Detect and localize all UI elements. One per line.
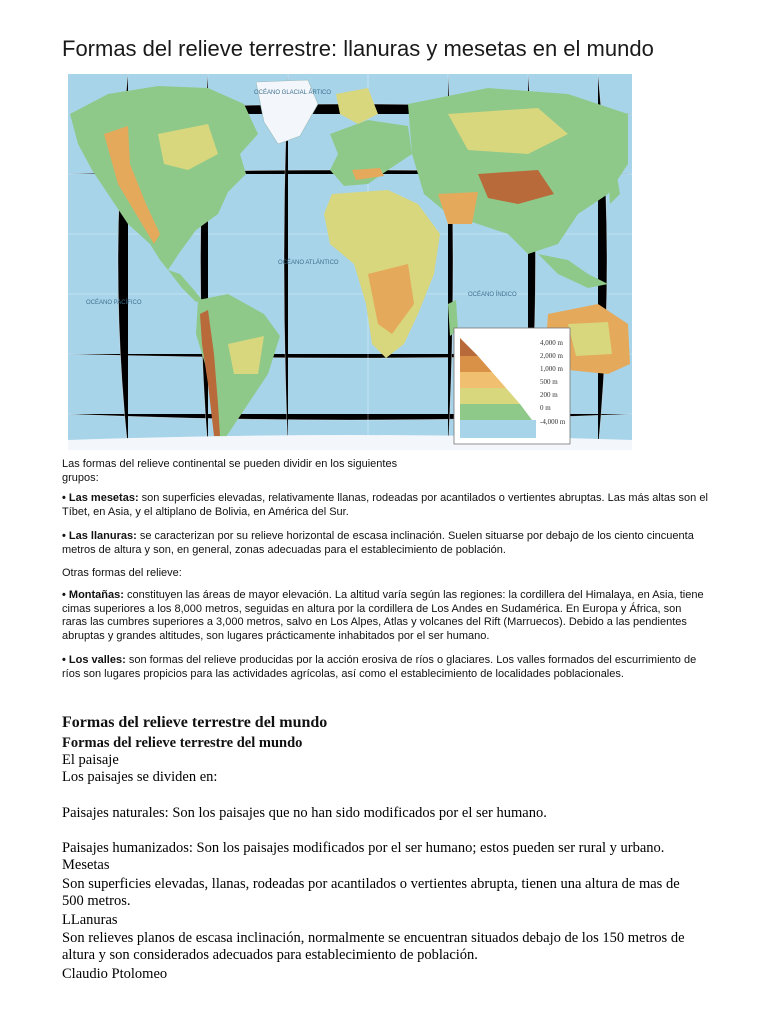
montanas-paragraph [62,589,708,643]
paisaje-line: El paisaje [62,752,119,768]
valles-text: son formas del relieve producidas por la acción erosiva de ríos o glaciares. Los valles formados del escurrimiento de ríos son lugares propicios para las actividades agrícolas, así como el establecimiento de localidades poblacionales. [62,654,697,680]
elevation-legend [454,328,570,444]
valles-paragraph [62,654,708,681]
indian-ocean-label: OCÉANO ÍNDICO [468,292,517,298]
llanuras-text: se caracterizan por su relieve horizontal de escasa inclinación. Suelen situarse por debajo de los ciento cincuenta metros de altura y son, en general, zonas adecuadas para el establecimiento de población. [62,530,694,556]
map-graphic [68,74,632,450]
dividen-line: Los paisajes se dividen en: [62,769,218,785]
legend-label-0: 0 m [540,404,551,412]
legend-label-200: 200 m [540,391,558,399]
llanuras-heading: LLanuras [62,912,118,928]
montanas-text: constituyen las áreas de mayor elevación. La altitud varía según las regiones: la cordillera del Himalaya, en Asia, tiene cimas superiores a los 8,000 metros, seguidas en altura por la cordillera de Los Andes en Sudamérica. En Europa y África, son raras las cumbres superiores a 3,000 metros, salvo en Los Alpes, Atlas y volcanes del Rift (Marruecos). Debido a las pendientes abruptas y grandes altitudes, son lugares prácticamente inhabitados por el ser humano. [62,589,704,642]
humanizados-line: Paisajes humanizados: Son los paisajes modificados por el ser humano; estos pueden ser rural y urbano. [62,840,665,856]
llanuras-description: Son relieves planos de escasa inclinación, normalmente se encuentran situados debajo de los 150 metros de altura y son considerados adecuados para establecimiento de población. [62,930,685,964]
legend-label-500: 500 m [540,378,558,386]
claudio-line: Claudio Ptolomeo [62,966,168,982]
otras-formas: Otras formas del relieve: [62,567,182,579]
llanuras-term: • Las llanuras: [62,530,137,542]
naturales-line: Paisajes naturales: Son los paisajes que no han sido modificados por el ser humano. [62,805,547,821]
mesetas-description: Son superficies elevadas, llanas, rodeadas por acantilados o vertientes abrupta, tienen una altura de mas de 500 metros. [62,876,680,910]
pacific-ocean-label: OCÉANO PACÍFICO [86,300,142,306]
legend-label-1000: 1,000 m [540,365,563,373]
valles-term: • Los valles: [62,654,126,666]
intro-paragraph: Las formas del relieve continental se pueden dividir en los siguientes grupos: [62,458,398,484]
montanas-term: • Montañas: [62,589,124,601]
mesetas-term: • Las mesetas: [62,492,139,504]
legend-label-minus4000: -4,000 m [540,418,566,426]
llanuras-paragraph [62,530,708,557]
section-subheading: Formas del relieve terrestre del mundo [62,735,303,751]
legend-label-4000: 4,000 m [540,339,563,347]
mesetas-text: son superficies elevadas, relativamente llanas, rodeadas por acantilados o vertientes abruptas. Las más altas son el Tíbet, en Asia, y el altiplano de Bolivia, en América del Sur. [62,492,708,518]
legend-label-2000: 2,000 m [540,352,563,360]
section-heading: Formas del relieve terrestre del mundo [62,714,328,731]
mesetas-heading: Mesetas [62,857,110,873]
atlantic-ocean-label: OCÉANO ATLÁNTICO [278,260,339,266]
page-title: Formas del relieve terrestre: llanuras y mesetas en el mundo [62,36,654,61]
world-relief-map [68,74,632,450]
arctic-ocean-label: OCÉANO GLACIAL ÁRTICO [254,90,332,96]
mesetas-paragraph [62,492,708,519]
